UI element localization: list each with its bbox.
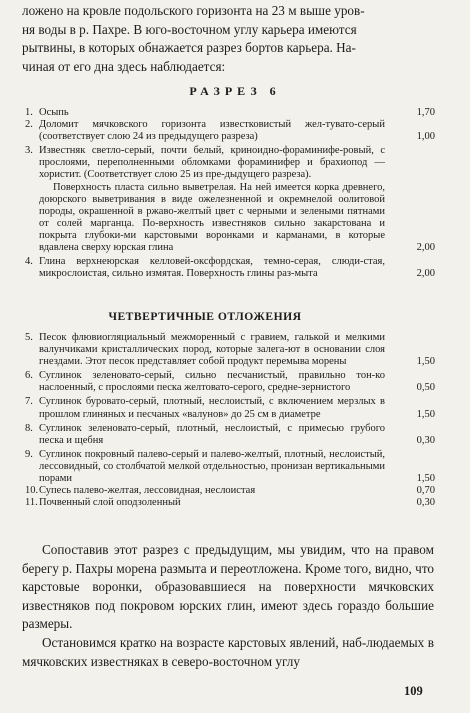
layer-number: 3. [25,145,33,157]
layer-thickness: 1,50 [416,356,435,368]
layer-description [39,107,407,119]
layer-row [25,497,435,509]
layer-row [25,423,435,447]
layer-description [39,119,407,143]
section-heading-razrez: РАЗРЕЗ 6 [189,84,281,98]
layer-number: 6. [25,370,33,382]
layer-row [25,107,435,119]
layer-thickness: 0,30 [416,497,435,509]
layer-thickness: 0,30 [416,434,435,446]
layer-thickness: 2,00 [416,242,435,254]
layer-row [25,145,435,254]
layer-text: Суглинок зеленовато-серый, сильно песчанистый, правильно тон-ко наслоенный, с прослоями песка желтовато-серого, средне-зернистого [39,370,385,394]
layer-number: 11. [25,497,38,509]
layer-description [39,396,407,420]
layer-text: Известняк светло-серый, почти белый, криноидно-фораминифе-ровый, с прослоями, переполненными обломками фораминифер и брахиопод — хористит. (Соответствует слою 25 из пре-дыдущего разреза). [39,145,385,181]
layer-text: Глина верхнеюрская келловей-оксфордская, темно-серая, слюди-стая, микрослоистая, сильно измятая. Поверхность глины раз-мыта [39,256,385,280]
outro-text [22,541,434,671]
layer-description [39,423,407,447]
layer-thickness: 1,50 [416,473,435,485]
intro-paragraph [22,2,434,76]
layer-thickness: 1,50 [416,408,435,420]
layer-row [25,332,435,368]
layer-text: Супесь палево-желтая, лессовидная, неслоистая [39,485,256,497]
layer-row [25,370,435,394]
layer-number: 10. [25,485,39,497]
layer-thickness: 2,00 [416,268,435,280]
layer-thickness: 1,00 [416,131,435,143]
layer-number: 1. [25,107,33,118]
layer-description [39,449,407,485]
layer-text: Осыпь [39,107,69,118]
section1-table [25,107,435,282]
layer-description [39,145,407,254]
layer-text: Суглинок зеленовато-серый, плотный, неслоистый, с примесью грубого песка и щебня [39,422,385,446]
layer-description [39,485,407,497]
layer-text: Поверхность пласта сильно выветрелая. На ней имеется корка древнего, доюрского выветривания в виде ожелезненной и окремнелой оолитовой породы, окрашенной в ржаво-желтый цвет с черными и зелеными пятнами от солей марганца. По-верхность известняков сильно закарстована и покрыта глубоки-ми карстовыми воронками и карманами, в которые вдавлена сверху юрская глина [39,181,385,254]
outro-paragraph: Остановимся кратко на возрасте карстовых явлений, наб-людаемых в мячковских известняках в северо-восточном углу [22,634,434,669]
layer-thickness: 0,50 [416,382,435,394]
intro-line: рытвины, в которых обнажается разрез бортов карьера. На- [22,40,356,56]
layer-thickness: 0,70 [416,485,435,497]
section2-table [25,332,435,509]
layer-number: 2. [25,119,33,131]
outro-paragraph: Сопоставив этот разрез с предыдущим, мы увидим, что на правом берегу р. Пахры морена размыта и переотложена. Кроме того, видно, что карстовые воронки, образовавшиеся на поверхности мячковских известняков под покровом юрских глин, имеют здесь гораздо большие размеры. [22,542,434,632]
layer-number: 8. [25,422,33,434]
layer-number: 7. [25,396,33,408]
layer-number: 4. [25,256,33,268]
layer-description [39,332,407,368]
layer-number: 9. [25,448,33,460]
layer-row [25,396,435,420]
layer-description [39,370,407,394]
layer-number: 5. [25,332,33,343]
intro-line: чиная от его дна здесь наблюдается: [22,58,226,74]
layer-text: Песок флювиогляциальный межморенный с гравием, галькой и мелкими валунчиками кристаллических пород, которые залега-ют в основании слоя гнездами. Этот песок представляет собой продукт перемыва морены [39,332,385,368]
page-number: 109 [404,684,423,698]
layer-text: Почвенный слой оподзоленный [39,497,181,509]
layer-row [25,256,435,280]
layer-row [25,449,435,485]
intro-line: ня воды в р. Пахре. В юго-восточном углу карьера имеются [22,21,357,37]
layer-row [25,119,435,143]
section-heading-quaternary: ЧЕТВЕРТИЧНЫЕ ОТЛОЖЕНИЯ [108,310,302,323]
layer-row [25,485,435,497]
layer-text: Суглинок покровный палево-серый и палево-желтый, плотный, неслоистый, лессовидный, со столбчатой мелкой отдельностью, пронизан вертикальными порами [39,448,385,485]
layer-text: Доломит мячковского горизонта известковистый жел-тувато-серый (соответствует слою 24 из предыдущего разреза) [39,119,385,143]
layer-text: Суглинок буровато-серый, плотный, неслоистый, с включением мерзлых в прошлом глиняных и песчаных «валунов» до 25 см в диаметре [39,396,385,420]
intro-line: ложено на кровле подольского горизонта на 23 м выше уров- [22,3,365,18]
layer-description [39,256,407,280]
layer-description [39,497,407,509]
layer-thickness: 1,70 [416,107,435,118]
